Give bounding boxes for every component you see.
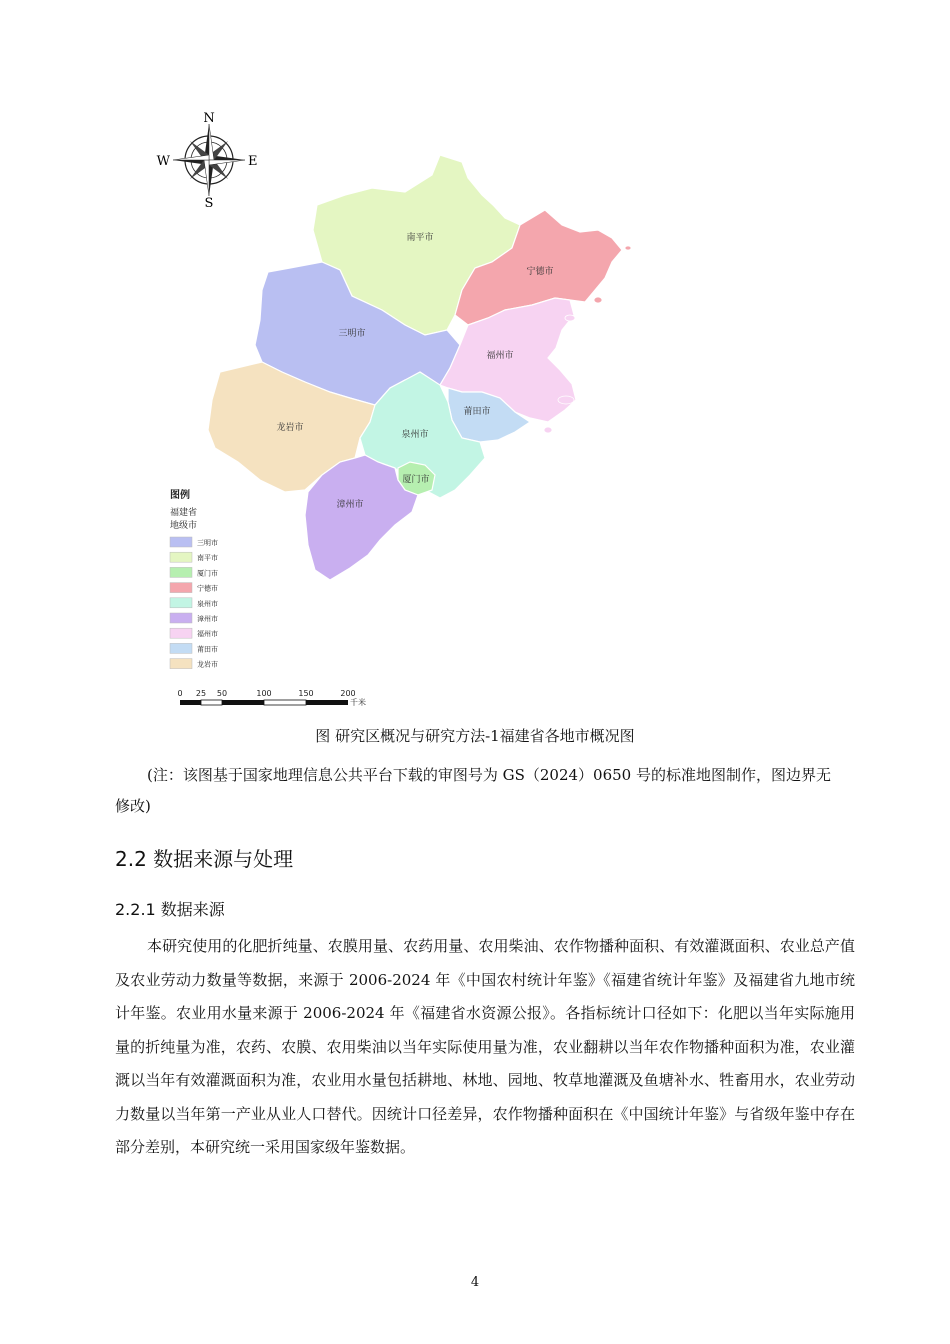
fujian-map-figure [150,100,800,720]
scale-tick-label: 25 [195,689,207,698]
page-number: 4 [470,1275,480,1290]
legend-swatch [170,567,192,577]
legend-swatch [170,537,192,547]
subsection-heading: 2.2.1 数据来源 [115,900,225,919]
legend-swatch [170,598,192,608]
map-legend [170,488,218,669]
scale-unit: 千米 [350,698,366,707]
legend-title: 图例 [170,490,190,501]
scale-tick-label: 0 [177,689,183,698]
city-label-sanming: 三明市 [338,329,366,339]
compass-rose-icon [157,111,258,211]
scale-bar [177,689,366,707]
legend-swatch [170,643,192,653]
city-label-zhangzhou: 漳州市 [336,500,364,510]
legend-swatch [170,583,192,593]
city-label-putian: 莆田市 [463,407,491,417]
scale-tick-label: 50 [216,689,228,698]
city-label-xiamen: 厦门市 [402,475,430,485]
city-label-fuzhou: 福州市 [486,351,514,361]
legend-item-label: 宁德市 [197,584,218,593]
city-label-quanzhou: 泉州市 [401,430,429,440]
figure-note: (注：该图基于国家地理信息公共平台下载的审图号为 GS（2024）0650 号的标准地图制作，图边界无修改) [115,766,831,815]
legend-item-label: 三明市 [197,539,218,547]
compass-s-label: S [204,196,214,211]
legend-item-label: 龙岩市 [197,660,218,669]
legend-subtitle-province: 福建省 [170,508,198,518]
compass-n-label: N [203,111,215,126]
scale-tick-label: 200 [340,689,356,698]
city-label-longyan: 龙岩市 [276,423,304,433]
compass-e-label: E [248,154,258,169]
legend-item-label: 泉州市 [197,599,218,608]
city-label-ningde: 宁德市 [526,267,554,277]
legend-item-label: 福州市 [197,630,218,639]
body-paragraph: 本研究使用的化肥折纯量、农膜用量、农药用量、农用柴油、农作物播种面积、有效灌溉面积、农业总产值及农业劳动力数量等数据，来源于 2006-2024 年《中国农村统计年鉴》《福建省统计年鉴》及福建省九地市统计年鉴。农业用水量来源于 2006-2024 年《福建省水资源公报》。各指标统计口径如下：化肥以当年实际施用量的折纯量为准，农药、农膜、农用柴油以当年实际使用量为准，农业翻耕以当年农作物播种面积为准，农业灌溉以当年有效灌溉面积为准，农业用水量包括耕地、林地、园地、牧草地灌溉及鱼塘补水、牲畜用水，农业劳动力数量以当年第一产业从业人口替代。因统计口径差异，农作物播种面积在《中国统计年鉴》与省级年鉴中存在部分差别，本研究统一采用国家级年鉴数据。 [115,937,855,1156]
legend-swatch [170,613,192,623]
legend-swatch [170,628,192,638]
legend-subtitle-prefecture: 地级市 [170,521,198,531]
legend-item-label: 莆田市 [197,645,218,654]
legend-swatch [170,552,192,562]
legend-item-label: 厦门市 [197,569,218,578]
legend-swatch [170,659,192,669]
city-label-nanping: 南平市 [406,233,434,243]
scale-tick-label: 100 [256,689,272,698]
section-heading: 2.2 数据来源与处理 [115,847,294,871]
scale-tick-label: 150 [298,689,314,698]
compass-w-label: W [156,154,170,169]
legend-item-label: 漳州市 [197,615,218,623]
legend-item-label: 南平市 [197,554,218,563]
figure-caption: 图 研究区概况与研究方法-1福建省各地市概况图 [315,727,635,745]
